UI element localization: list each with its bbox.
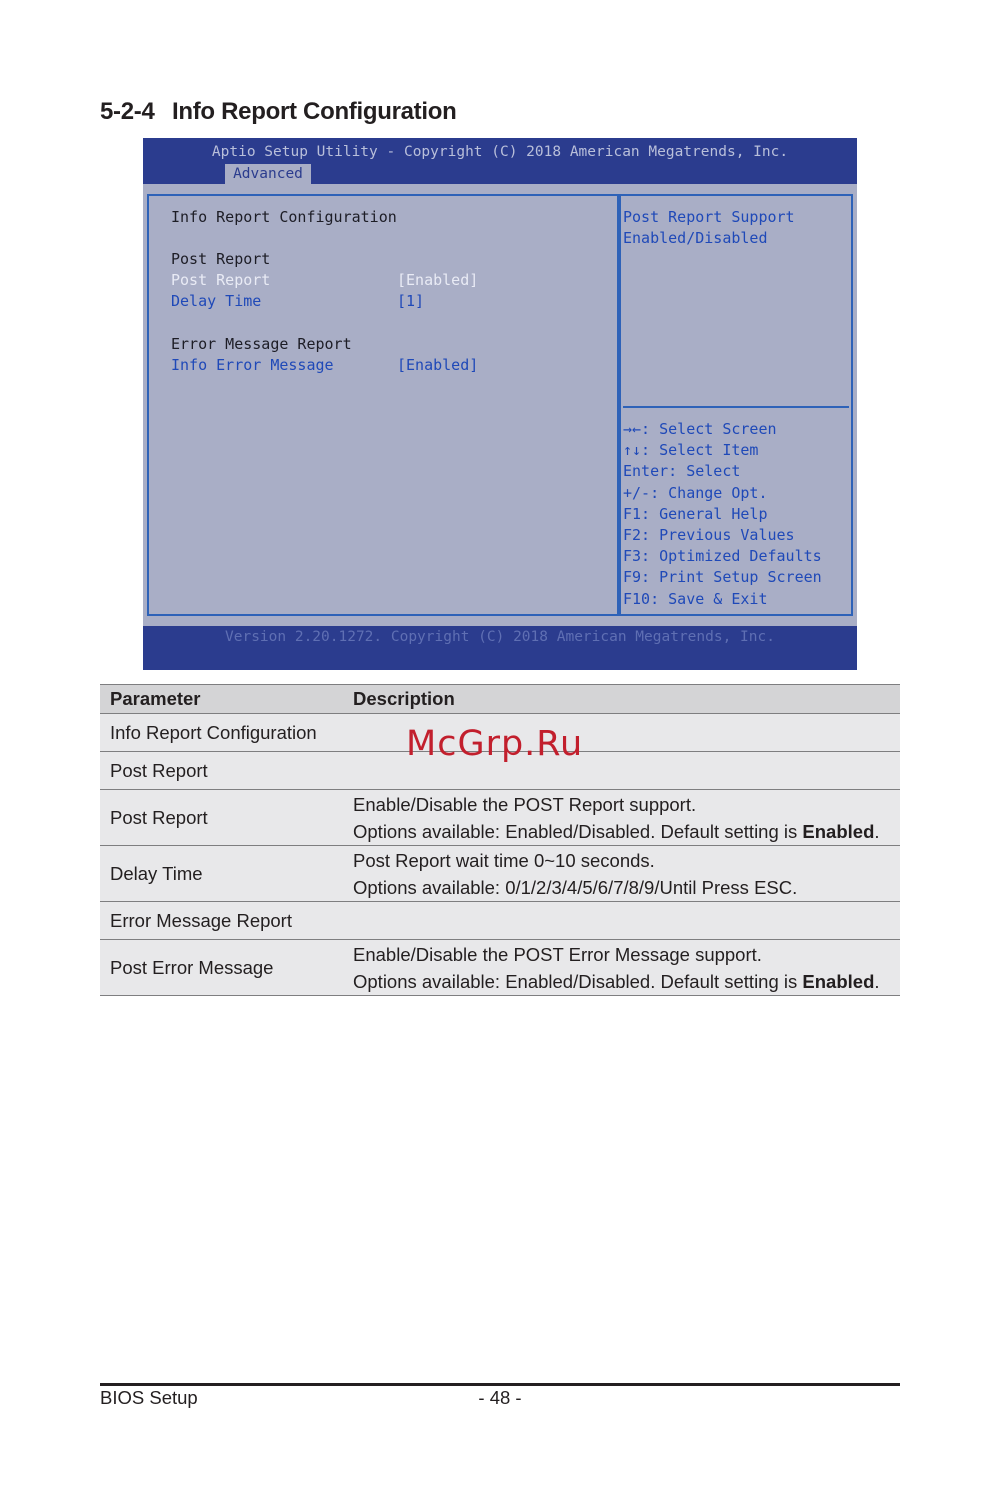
- bios-footer-version: Version 2.20.1272. Copyright (C) 2018 American Megatrends, Inc.: [225, 629, 775, 645]
- desc-line: Enable/Disable the POST Report support.: [353, 793, 697, 815]
- watermark: McGrp.Ru: [406, 724, 584, 764]
- bios-item-info-error-message-value[interactable]: [Enabled]: [397, 356, 479, 374]
- table-row: [100, 902, 900, 940]
- column-header-parameter: Parameter: [100, 685, 353, 714]
- desc-options-text: Options available: Enabled/Disabled. Default setting is: [353, 820, 803, 842]
- section-number: 5-2-4: [100, 98, 155, 125]
- tab-advanced[interactable]: Advanced: [225, 164, 311, 184]
- bios-item-post-report-value[interactable]: [Enabled]: [397, 271, 479, 289]
- key-legend-f9: F9: Print Setup Screen: [623, 568, 822, 586]
- param-cell: Post Report: [100, 752, 353, 790]
- key-legend-enter: Enter: Select: [623, 462, 741, 480]
- desc-line: Post Report wait time 0~10 seconds.: [353, 849, 655, 871]
- bios-footer: [143, 626, 857, 670]
- table-row: [100, 940, 900, 996]
- bios-item-delay-time-label[interactable]: Delay Time: [171, 292, 262, 310]
- section-title: [100, 98, 456, 126]
- desc-cell: [353, 846, 900, 902]
- desc-line: Options available: 0/1/2/3/4/5/6/7/8/9/Until Press ESC.: [353, 876, 798, 898]
- desc-cell: [353, 790, 900, 846]
- desc-options-text: Options available: Enabled/Disabled. Default setting is: [353, 970, 803, 992]
- group-heading-error-message-report: Error Message Report: [171, 335, 352, 353]
- desc-line: Enable/Disable the POST Error Message support.: [353, 943, 762, 965]
- desc-cell: [353, 902, 900, 940]
- bios-main-title: Info Report Configuration: [171, 208, 397, 226]
- page-number: - 48 -: [478, 1387, 522, 1408]
- column-header-description: Description: [353, 685, 900, 714]
- param-cell: Post Error Message: [100, 940, 353, 996]
- bios-item-post-report-label[interactable]: Post Report: [171, 271, 271, 289]
- desc-options-line: Options available: Enabled/Disabled. Default setting is Enabled.: [353, 820, 880, 842]
- key-legend-select-screen: →←: Select Screen: [623, 420, 777, 438]
- section-heading: Info Report Configuration: [172, 98, 457, 125]
- key-legend-select-item: ↑↓: Select Item: [623, 441, 759, 459]
- bios-main-panel: [147, 194, 619, 616]
- default-value: Enabled: [802, 970, 875, 992]
- bios-header: [143, 138, 857, 184]
- table-row: [100, 846, 900, 902]
- default-value: Enabled: [802, 820, 875, 842]
- desc-options-line: Options available: Enabled/Disabled. Default setting is Enabled.: [353, 970, 880, 992]
- footer-rule: [100, 1383, 900, 1386]
- help-text-line-1: Post Report Support: [623, 208, 795, 226]
- help-text-line-2: Enabled/Disabled: [623, 229, 768, 247]
- bios-help-panel: [619, 194, 853, 616]
- group-heading-post-report: Post Report: [171, 250, 271, 268]
- param-cell: Post Report: [100, 790, 353, 846]
- bios-header-copyright: Aptio Setup Utility - Copyright (C) 2018 American Megatrends, Inc.: [211, 144, 789, 160]
- footer-section-name: BIOS Setup: [100, 1387, 198, 1408]
- key-legend-f1: F1: General Help: [623, 505, 768, 523]
- table-row: [100, 790, 900, 846]
- key-legend-f3: F3: Optimized Defaults: [623, 547, 822, 565]
- desc-cell: [353, 940, 900, 996]
- bios-item-delay-time-value[interactable]: [1]: [397, 292, 425, 310]
- key-legend-f10: F10: Save & Exit: [623, 590, 768, 608]
- help-divider: [623, 406, 849, 408]
- key-legend-f2: F2: Previous Values: [623, 526, 795, 544]
- bios-item-info-error-message-label[interactable]: Info Error Message: [171, 356, 334, 374]
- param-cell: Error Message Report: [100, 902, 353, 940]
- param-cell: Delay Time: [100, 846, 353, 902]
- bios-screenshot: [143, 138, 857, 670]
- table-header-row: [100, 685, 900, 714]
- key-legend-change-opt: +/-: Change Opt.: [623, 484, 768, 502]
- param-cell: Info Report Configuration: [100, 714, 353, 752]
